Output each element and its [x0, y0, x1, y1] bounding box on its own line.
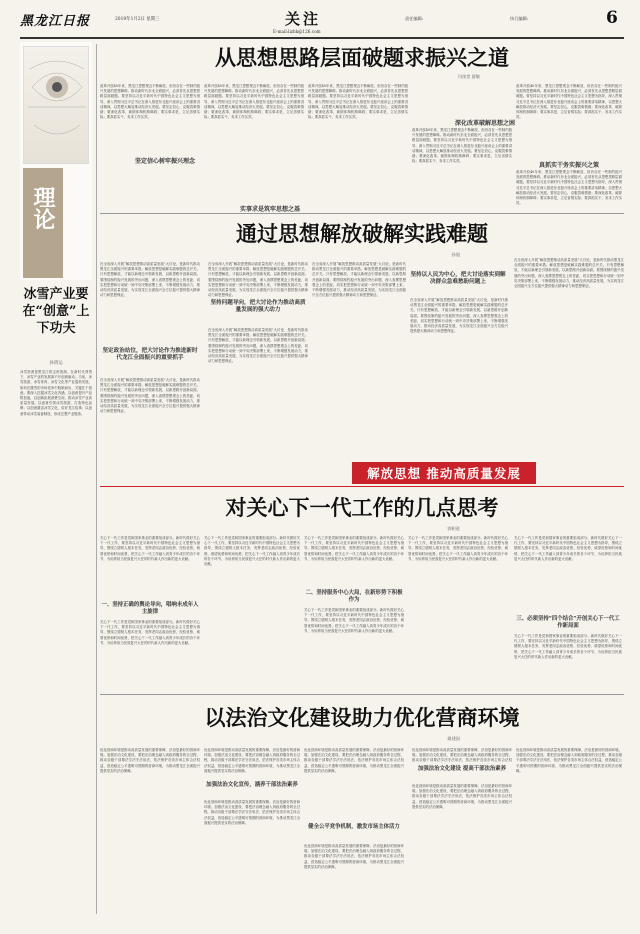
editor-credit: 责任编辑:	[405, 16, 424, 21]
article2-body-col5: 在全省深入开展“解放思想推动高质量发展”大讨论，是新时代推动黑龙江全面振兴的重要举措。解放思想是破解实践难题的总开关。只有思想解放，才能以新理念引领新发展、以新思路开创新局面。要围绕制约振兴发展的突出问题，深入查摆思想观念上的差距，切实把思想和行动统一到中央决策部署上来，不断增强发展动力，推动经济高质量发展，为实现龙江全面振兴全方位振兴提供强大精神动力和思想保证。	[514, 258, 624, 289]
section-title: 关注	[285, 10, 322, 28]
article3-author: 郭积进	[447, 526, 460, 531]
article2-subhead-2: 坚持问题导向，把大讨论作为推动高质量发展的强大动力	[210, 300, 306, 313]
article4-body-col4b: 优化营商环境是推动高质量发展的重要保障，法治是最好的营商环境。加强法治文化建设，要把法治理念融入到政府服务的全过程，推动各级干部尊法学法守法用法，依法保护各类市场主体合法权益，营造稳定公平透明可预期的营商环境，为推动黑龙江全面振兴提供坚实的法治保障。	[412, 784, 512, 809]
red-banner	[352, 462, 536, 484]
issue-date: 2019年1月2日 星期三	[115, 17, 160, 22]
article1-body-col4: 改革开放40年来，黑龙江思想观念不断解放，但仍存在一些制约振兴发展的思想障碍。推动新时代东北全面振兴，必须首先从思想思路层面破题。要坚持以习近平新时代中国特色社会主义思想为指导，深入贯彻习近平总书记在深入推进东北振兴座谈会上的重要讲话精神，以思想大解放推动经济大发展。要坚定信心，克服畏难情绪；要深化改革，破除体制机制障碍；要实事求是，立足省情实际；要真抓实干，务求工作实效。	[412, 128, 512, 164]
article3-subhead-3: 三、必须坚持“四个结合”开创关心下一代工作新局面	[516, 616, 620, 629]
article1-body-col1: 改革开放40年来，黑龙江思想观念不断解放，但仍存在一些制约振兴发展的思想障碍。推动新时代东北全面振兴，必须首先从思想思路层面破题。要坚持以习近平新时代中国特色社会主义思想为指导，深入贯彻习近平总书记在深入推进东北振兴座谈会上的重要讲话精神，以思想大解放推动经济大发展。要坚定信心，克服畏难情绪；要深化改革，破除体制机制障碍；要实事求是，立足省情实际；要真抓实干，务求工作实效。	[100, 84, 200, 120]
article2-body-col1: 在全省深入开展“解放思想推动高质量发展”大讨论，是新时代推动黑龙江全面振兴的重要举措。解放思想是破解实践难题的总开关。只有思想解放，才能以新理念引领新发展、以新思路开创新局面。要围绕制约振兴发展的突出问题，深入查摆思想观念上的差距，切实把思想和行动统一到中央决策部署上来，不断增强发展动力，推动经济高质量发展，为实现龙江全面振兴全方位振兴提供强大精神动力和思想保证。	[100, 262, 200, 298]
article2-body-col4: 在全省深入开展“解放思想推动高质量发展”大讨论，是新时代推动黑龙江全面振兴的重要举措。解放思想是破解实践难题的总开关。只有思想解放，才能以新理念引领新发展、以新思路开创新局面。要围绕制约振兴发展的突出问题，深入查摆思想观念上的差距，切实把思想和行动统一到中央决策部署上来，不断增强发展动力，推动经济高质量发展，为实现龙江全面振兴全方位振兴提供强大精神动力和思想保证。	[410, 298, 508, 334]
newspaper-logo: 黑龙江日报	[20, 14, 91, 29]
article1	[100, 44, 624, 212]
article3-subhead-2: 二、坚持服务中心大局，在新形势下积极作为	[305, 590, 403, 603]
article2	[100, 218, 624, 468]
eye-illustration	[23, 46, 89, 164]
article1-subhead-4: 真抓实干务实振兴之策	[538, 162, 599, 169]
article4-title: 以法治文化建设助力优化营商环境	[204, 705, 520, 730]
banner-rule	[100, 486, 624, 487]
article2-body-col2b: 在全省深入开展“解放思想推动高质量发展”大讨论，是新时代推动黑龙江全面振兴的重要举措。解放思想是破解实践难题的总开关。只有思想解放，才能以新理念引领新发展、以新思路开创新局面。要围绕制约振兴发展的突出问题，深入查摆思想观念上的差距，切实把思想和行动统一到中央决策部署上来，不断增强发展动力，推动经济高质量发展，为实现龙江全面振兴全方位振兴提供强大精神动力和思想保证。	[208, 328, 308, 364]
article2-subhead-1: 坚定政治站位，把大讨论作为推进新时代龙江全面振兴的重要抓手	[102, 348, 198, 361]
article2-title: 通过思想解放破解实践难题	[236, 221, 488, 246]
page-number: 6	[606, 8, 618, 28]
article4-author: 姚建国	[447, 736, 460, 741]
article1-body-col6: 改革开放40年来，黑龙江思想观念不断解放，但仍存在一些制约振兴发展的思想障碍。推动新时代东北全面振兴，必须首先从思想思路层面破题。要坚持以习近平新时代中国特色社会主义思想为指导，深入贯彻习近平总书记在深入推进东北振兴座谈会上的重要讲话精神，以思想大解放推动经济大发展。要坚定信心，克服畏难情绪；要深化改革，破除体制机制障碍；要实事求是，立足省情实际；要真抓实干，务求工作实效。	[516, 170, 622, 206]
article3	[100, 490, 624, 690]
left-article-body: 冰雪资源是黑龙江的宝贵资源。在新时代背景下，冰雪产业的发展离不开创意驱动。当前，冰雪旅游、冰雪体育、冰雪文化等产业蓬勃发展，如何在激烈的市场竞争中脱颖而出，关键在于创意。要深入挖掘冰雪文化内涵，以创意提升产品附加值，以创新拓展消费空间，推动冰雪产业高质量发展。以创意引领冰雪旅游，打造特色品牌；以创意激活冰雪文化，讲好龙江故事；以创意带动冰雪装备制造，形成完整产业链条。	[20, 370, 92, 416]
article1-subhead-1: 坚定信心树牢振兴理念	[134, 158, 195, 165]
left-column-divider	[96, 44, 97, 914]
article4-subhead-2: 健全公平竞争机制，激发市场主体活力	[308, 824, 400, 830]
article2-body-col1b: 在全省深入开展“解放思想推动高质量发展”大讨论，是新时代推动黑龙江全面振兴的重要举措。解放思想是破解实践难题的总开关。只有思想解放，才能以新理念引领新发展、以新思路开创新局面。要围绕制约振兴发展的突出问题，深入查摆思想观念上的差距，切实把思想和行动统一到中央决策部署上来，不断增强发展动力，推动经济高质量发展，为实现龙江全面振兴全方位振兴提供强大精神动力和思想保证。	[100, 378, 200, 414]
article4-body-col4: 优化营商环境是推动高质量发展的重要保障，法治是最好的营商环境。加强法治文化建设，要把法治理念融入到政府服务的全过程，推动各级干部尊法学法守法用法，依法保护各类市场主体合法权	[412, 748, 512, 763]
side-label-box	[23, 168, 63, 278]
side-label-text: 理论	[30, 186, 56, 230]
article1-author: 闫茂堂 薛敏	[457, 74, 480, 79]
article1-subhead-2: 深化改革破解思想之困	[454, 120, 515, 127]
article3-subhead-1: 一、坚持正确的舆论导向，唱响未成年人主旋律	[101, 602, 199, 615]
article4-body-col2: 优化营商环境是推动高质量发展的重要保障，法治是最好的营商环境。加强法治文化建设，要把法治理念融入到政府服务的全过程，推动各级干部尊法学法守法用法，依法保护各类市场主体合法权益，营造稳定公平透明可预期的营商环境，为推动黑龙江全面振兴提供坚实的法治保障。	[204, 748, 300, 773]
article3-body-col1b: 关心下一代工作是党和国家事业的重要组成部分。新时代做好关心下一代工作，要坚持以习近平新时代中国特色社会主义思想为指导，围绕立德树人根本任务，发挥老同志政治优势、经验优势、威望优势和时间优势，把关心下一代工作融入到青少年成长的各个环节，为培养担当民族复兴大任的时代新人作出新的更大贡献。	[100, 620, 200, 645]
masthead-rule	[20, 37, 624, 39]
article1-subhead-3: 实事求是筑牢思想之基	[239, 206, 300, 213]
section-email: E-mail:lizhk@126.com	[273, 29, 321, 34]
article2-author: 孙旭	[451, 252, 460, 257]
article3-body-col2: 关心下一代工作是党和国家事业的重要组成部分。新时代做好关心下一代工作，要坚持以习近平新时代中国特色社会主义思想为指导，围绕立德树人根本任务，发挥老同志政治优势、经验优势、威望优势和时间优势，把关心下一代工作融入到青少年成长的各个环节，为培养担当民族复兴大任的时代新人作出新的更大贡献。	[204, 536, 300, 567]
left-article-author: 孙鸿运	[49, 361, 63, 366]
article3-body-col5: 关心下一代工作是党和国家事业的重要组成部分。新时代做好关心下一代工作，要坚持以习近平新时代中国特色社会主义思想为指导，围绕立德树人根本任务，发挥老同志政治优势、经验优势、威望优势和时间优势，把关心下一代工作融入到青少年成长的各个环节，为培养担当民族复兴大任的时代新人作出新的更大贡献。	[514, 536, 622, 561]
article4-body-col3b: 优化营商环境是推动高质量发展的重要保障，法治是最好的营商环境。加强法治文化建设，要把法治理念融入到政府服务的全过程，推动各级干部尊法学法守法用法，依法保护各类市场主体合法权益，营造稳定公平透明可预期的营商环境，为推动黑龙江全面振兴提供坚实的法治保障。	[304, 844, 404, 869]
article1-body-col5: 改革开放40年来，黑龙江思想观念不断解放，但仍存在一些制约振兴发展的思想障碍。推动新时代东北全面振兴，必须首先从思想思路层面破题。要坚持以习近平新时代中国特色社会主义思想为指导，深入贯彻习近平总书记在深入推进东北振兴座谈会上的重要讲话精神，以思想大解放推动经济大发展。要坚定信心，克服畏难情绪；要深化改革，破除体制机制障碍；要实事求是，立足省情实际；要真抓实干，务求工作实效。	[516, 84, 622, 120]
article1-title: 从思想思路层面破题求振兴之道	[215, 45, 509, 70]
article2-body-col2: 在全省深入开展“解放思想推动高质量发展”大讨论，是新时代推动黑龙江全面振兴的重要举措。解放思想是破解实践难题的总开关。只有思想解放，才能以新理念引领新发展、以新思路开创新局面。要围绕制约振兴发展的突出问题，深入查摆思想观念上的差距，切实把思想和行动统一到中央决策部署上来，不断增强发展动力，推动经济高质量发展，为实现龙江全面振兴全方位振兴提供强大精神动力和思想保证。	[208, 262, 308, 298]
article2-subhead-3: 坚持以人民为中心，把大讨论落实到解决群众急难愁盼问题上	[410, 272, 506, 285]
masthead	[20, 8, 624, 42]
designer-credit: 执行编辑:	[510, 16, 529, 21]
article2-body-col3: 在全省深入开展“解放思想推动高质量发展”大讨论，是新时代推动黑龙江全面振兴的重要举措。解放思想是破解实践难题的总开关。只有思想解放，才能以新理念引领新发展、以新思路开创新局面。要围绕制约振兴发展的突出问题，深入查摆思想观念上的差距，切实把思想和行动统一到中央决策部署上来，不断增强发展动力，推动经济高质量发展，为实现龙江全面振兴全方位振兴提供强大精神动力和思想保证。	[312, 262, 406, 298]
left-article-title: 冰雪产业要在“创意”上下功夫	[22, 287, 90, 336]
red-banner-text: 解放思想 推动高质量发展	[367, 466, 521, 481]
article4	[100, 698, 624, 914]
divider-3	[100, 694, 624, 695]
article4-body-col1: 优化营商环境是推动高质量发展的重要保障，法治是最好的营商环境。加强法治文化建设，要把法治理念融入到政府服务的全过程，推动各级干部尊法学法守法用法，依法保护各类市场主体合法权益，营造稳定公平透明可预期的营商环境，为推动黑龙江全面振兴提供坚实的法治保障。	[100, 748, 200, 773]
article3-title: 对关心下一代工作的几点思考	[225, 495, 499, 520]
article3-body-col3: 关心下一代工作是党和国家事业的重要组成部分。新时代做好关心下一代工作，要坚持以习近平新时代中国特色社会主义思想为指导，围绕立德树人根本任务，发挥老同志政治优势、经验优势、威望优势和时间优势，把关心下一代工作融入到青少年成长的各个环节，为培养担当民族复兴大任的时代新人作出新的更大贡献。	[304, 536, 404, 561]
article1-body-col2: 改革开放40年来，黑龙江思想观念不断解放，但仍存在一些制约振兴发展的思想障碍。推动新时代东北全面振兴，必须首先从思想思路层面破题。要坚持以习近平新时代中国特色社会主义思想为指导，深入贯彻习近平总书记在深入推进东北振兴座谈会上的重要讲话精神，以思想大解放推动经济大发展。要坚定信心，克服畏难情绪；要深化改革，破除体制机制障碍；要实事求是，立足省情实际；要真抓实干，务求工作实效。	[204, 84, 304, 120]
article4-subhead-3: 加强法治文化建设 提高干部法治素养	[417, 766, 507, 772]
article4-body-col3: 优化营商环境是推动高质量发展的重要保障，法治是最好的营商环境。加强法治文化建设，要把法治理念融入到政府服务的全过程，推动各级干部尊法学法守法用法，依法保护各类市场主体合法权益，营造稳定公平透明可预期的营商环境，为推动黑龙江全面振兴提供坚实的法治保障。	[304, 748, 404, 773]
article3-body-col3b: 关心下一代工作是党和国家事业的重要组成部分。新时代做好关心下一代工作，要坚持以习近平新时代中国特色社会主义思想为指导，围绕立德树人根本任务，发挥老同志政治优势、经验优势、威望优势和时间优势，把关心下一代工作融入到青少年成长的各个环节，为培养担当民族复兴大任的时代新人作出新的更大贡献。	[304, 608, 404, 633]
article4-body-col2b: 优化营商环境是推动高质量发展的重要保障，法治是最好的营商环境。加强法治文化建设，要把法治理念融入到政府服务的全过程，推动各级干部尊法学法守法用法，依法保护各类市场主体合法权益，营造稳定公平透明可预期的营商环境，为推动黑龙江全面振兴提供坚实的法治保障。	[204, 800, 300, 825]
article3-body-col1: 关心下一代工作是党和国家事业的重要组成部分。新时代做好关心下一代工作，要坚持以习近平新时代中国特色社会主义思想为指导，围绕立德树人根本任务，发挥老同志政治优势、经验优势、威望优势和时间优势，把关心下一代工作融入到青少年成长的各个环节，为培养担当民族复兴大任的时代新人作出新的更大贡献。	[100, 536, 200, 561]
theory-section-label	[20, 42, 92, 280]
article4-subhead-1: 加强法治文化宣传，涵养干部法治素养	[206, 782, 298, 788]
article1-body-col3: 改革开放40年来，黑龙江思想观念不断解放，但仍存在一些制约振兴发展的思想障碍。推动新时代东北全面振兴，必须首先从思想思路层面破题。要坚持以习近平新时代中国特色社会主义思想为指导，深入贯彻习近平总书记在深入推进东北振兴座谈会上的重要讲话精神，以思想大解放推动经济大发展。要坚定信心，克服畏难情绪；要深化改革，破除体制机制障碍；要实事求是，立足省情实际；要真抓实干，务求工作实效。	[308, 84, 408, 120]
divider-1	[100, 213, 624, 214]
article4-body-col5: 优化营商环境是推动高质量发展的重要保障，法治是最好的营商环境。加强法治文化建设，要把法治理念融入到政府服务的全过程，推动各级干部尊法学法守法用法，依法保护各类市场主体合法权益，营造稳定公平透明可预期的营商环境，为推动黑龙江全面振兴提供坚实的法治保障。	[516, 748, 622, 773]
left-article	[20, 284, 92, 914]
article3-body-col4: 关心下一代工作是党和国家事业的重要组成部分。新时代做好关心下一代工作，要坚持以习近平新时代中国特色社会主义思想为指导，围绕立德树人根本任务，发挥老同志政治优势、经验优势、威望优势和时间优势，把关心下一代工作融入到青少年成长的各个环节，为培养担当民族复兴大任的时代新人作出新的更大贡献。	[408, 536, 508, 561]
article3-body-col5b: 关心下一代工作是党和国家事业的重要组成部分。新时代做好关心下一代工作，要坚持以习近平新时代中国特色社会主义思想为指导，围绕立德树人根本任务，发挥老同志政治优势、经验优势、威望优势和时间优势，把关心下一代工作融入到青少年成长的各个环节，为培养担当民族复兴大任的时代新人作出新的更大贡献。	[514, 634, 622, 659]
